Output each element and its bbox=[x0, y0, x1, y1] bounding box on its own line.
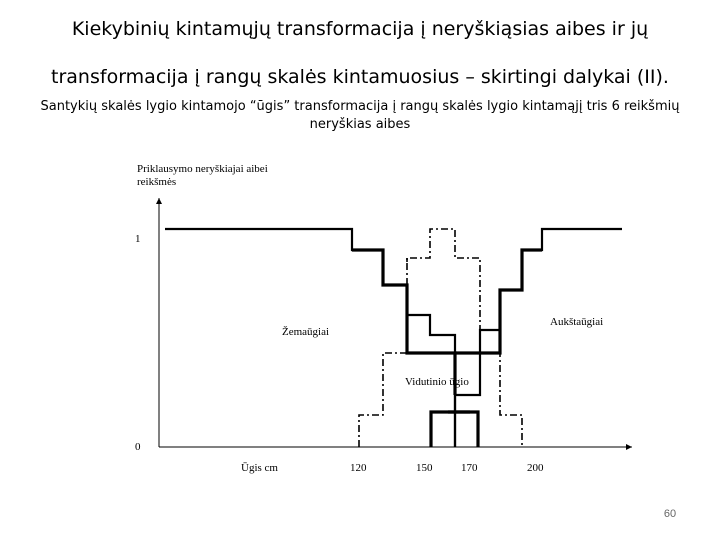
y-axis-label-line2: reikšmės bbox=[137, 176, 177, 188]
x-tick-170: 170 bbox=[461, 462, 478, 474]
x-tick-120: 120 bbox=[350, 462, 367, 474]
label-medium: Vidutinio ūgio bbox=[405, 376, 469, 388]
medium-membership-curve-right bbox=[455, 250, 542, 353]
x-tick-150: 150 bbox=[416, 462, 433, 474]
slide-title-line1: Kiekybinių kintamųjų transformacija į neryškiąsias aibes ir jų bbox=[71, 18, 649, 40]
page-number: 60 bbox=[663, 508, 677, 520]
label-short: Žemaūgiai bbox=[282, 326, 330, 338]
y-tick-0: 0 bbox=[135, 441, 141, 453]
label-tall: Aukštaūgiai bbox=[550, 316, 604, 328]
slide-title-line2: transformacija į rangų skalės kintamuosius – skirtingi dalykai (II). bbox=[51, 66, 669, 88]
short-membership-curve bbox=[165, 229, 455, 447]
y-axis-label-line1: Priklausymo neryškiajai aibei bbox=[137, 163, 268, 175]
y-tick-1: 1 bbox=[135, 233, 141, 245]
x-axis-label: Ūgis cm bbox=[241, 462, 278, 474]
slide-subtitle: Santykių skalės lygio kintamojo “ūgis” transformacija į rangų skalės lygio kintamąjį tris 6 reikšmių neryškias aibes bbox=[40, 99, 680, 132]
x-tick-200: 200 bbox=[527, 462, 544, 474]
medium-membership-curve bbox=[352, 250, 455, 395]
